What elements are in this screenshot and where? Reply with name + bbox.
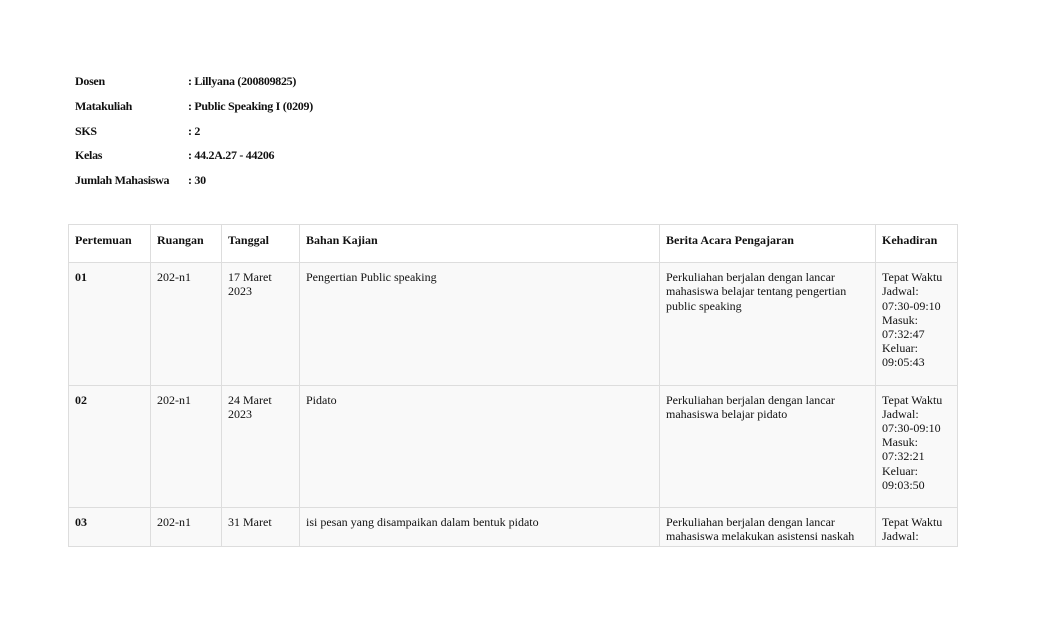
attendance-line: 07:32:47 — [882, 327, 925, 342]
cell-kehadiran — [876, 385, 958, 507]
cell-pertemuan: 02 — [69, 385, 151, 507]
course-info — [75, 74, 313, 198]
cell-tanggal: 31 Maret — [222, 508, 300, 547]
cell-bahan-kajian: isi pesan yang disampaikan dalam bentuk pidato — [300, 508, 660, 547]
attendance-line: Jadwal: — [882, 284, 919, 299]
attendance-line: Masuk: — [882, 435, 918, 450]
attendance-line: Keluar: — [882, 341, 918, 356]
info-row-jumlah-mahasiswa — [75, 173, 313, 198]
column-header-ruangan: Ruangan — [151, 225, 222, 263]
cell-berita-acara: Perkuliahan berjalan dengan lancar mahasiswa melakukan asistensi naskah — [660, 508, 876, 547]
cell-berita-acara: Perkuliahan berjalan dengan lancar mahasiswa belajar pidato — [660, 385, 876, 507]
table-header-row — [69, 225, 958, 263]
cell-kehadiran — [876, 263, 958, 385]
column-header-pertemuan: Pertemuan — [69, 225, 151, 263]
info-value: : Public Speaking I (0209) — [188, 98, 313, 113]
info-label: SKS — [75, 123, 97, 138]
info-label: Matakuliah — [75, 98, 133, 113]
cell-tanggal: 24 Maret 2023 — [222, 385, 300, 507]
cell-pertemuan: 01 — [69, 263, 151, 385]
table-row — [69, 385, 958, 507]
attendance-status: Tepat Waktu — [882, 270, 943, 285]
attendance-line: Masuk: — [882, 312, 918, 327]
info-value: : Lillyana (200809825) — [188, 74, 297, 88]
attendance-line: 07:32:21 — [882, 449, 925, 464]
info-row-matakuliah — [75, 99, 313, 124]
column-header-kehadiran: Kehadiran — [876, 225, 958, 263]
cell-ruangan: 202-n1 — [151, 263, 222, 385]
info-label: Jumlah Mahasiswa — [75, 173, 170, 187]
attendance-line: 07:30-09:10 — [882, 421, 941, 436]
attendance-line: 07:30-09:10 — [882, 298, 941, 313]
info-label: Dosen — [75, 74, 105, 88]
column-header-tanggal: Tanggal — [222, 225, 300, 263]
info-value: : 30 — [188, 173, 206, 187]
column-header-berita-acara: Berita Acara Pengajaran — [660, 225, 876, 263]
cell-ruangan: 202-n1 — [151, 508, 222, 547]
info-label: Kelas — [75, 148, 103, 163]
cell-kehadiran — [876, 508, 958, 547]
attendance-status: Tepat Waktu — [882, 392, 943, 407]
table-row — [69, 263, 958, 385]
attendance-line: 09:05:43 — [882, 355, 925, 370]
info-row-kelas — [75, 148, 313, 173]
attendance-line: Jadwal: — [882, 406, 919, 421]
cell-tanggal: 17 Maret 2023 — [222, 263, 300, 385]
cell-ruangan: 202-n1 — [151, 385, 222, 507]
info-value: : 44.2A.27 - 44206 — [188, 148, 275, 163]
table-row — [69, 508, 958, 547]
attendance-line: Keluar: — [882, 463, 918, 478]
attendance-line: 09:03:50 — [882, 477, 925, 492]
info-row-sks — [75, 124, 313, 149]
column-header-bahan-kajian: Bahan Kajian — [300, 225, 660, 263]
meeting-report-table — [68, 224, 958, 547]
info-row-dosen — [75, 74, 313, 99]
cell-bahan-kajian: Pidato — [300, 385, 660, 507]
attendance-line: Jadwal: — [882, 529, 919, 544]
attendance-status: Tepat Waktu — [882, 515, 943, 530]
cell-bahan-kajian: Pengertian Public speaking — [300, 263, 660, 385]
cell-berita-acara: Perkuliahan berjalan dengan lancar mahasiswa belajar tentang pengertian public speaking — [660, 263, 876, 385]
info-value: : 2 — [188, 123, 201, 138]
cell-pertemuan: 03 — [69, 508, 151, 547]
